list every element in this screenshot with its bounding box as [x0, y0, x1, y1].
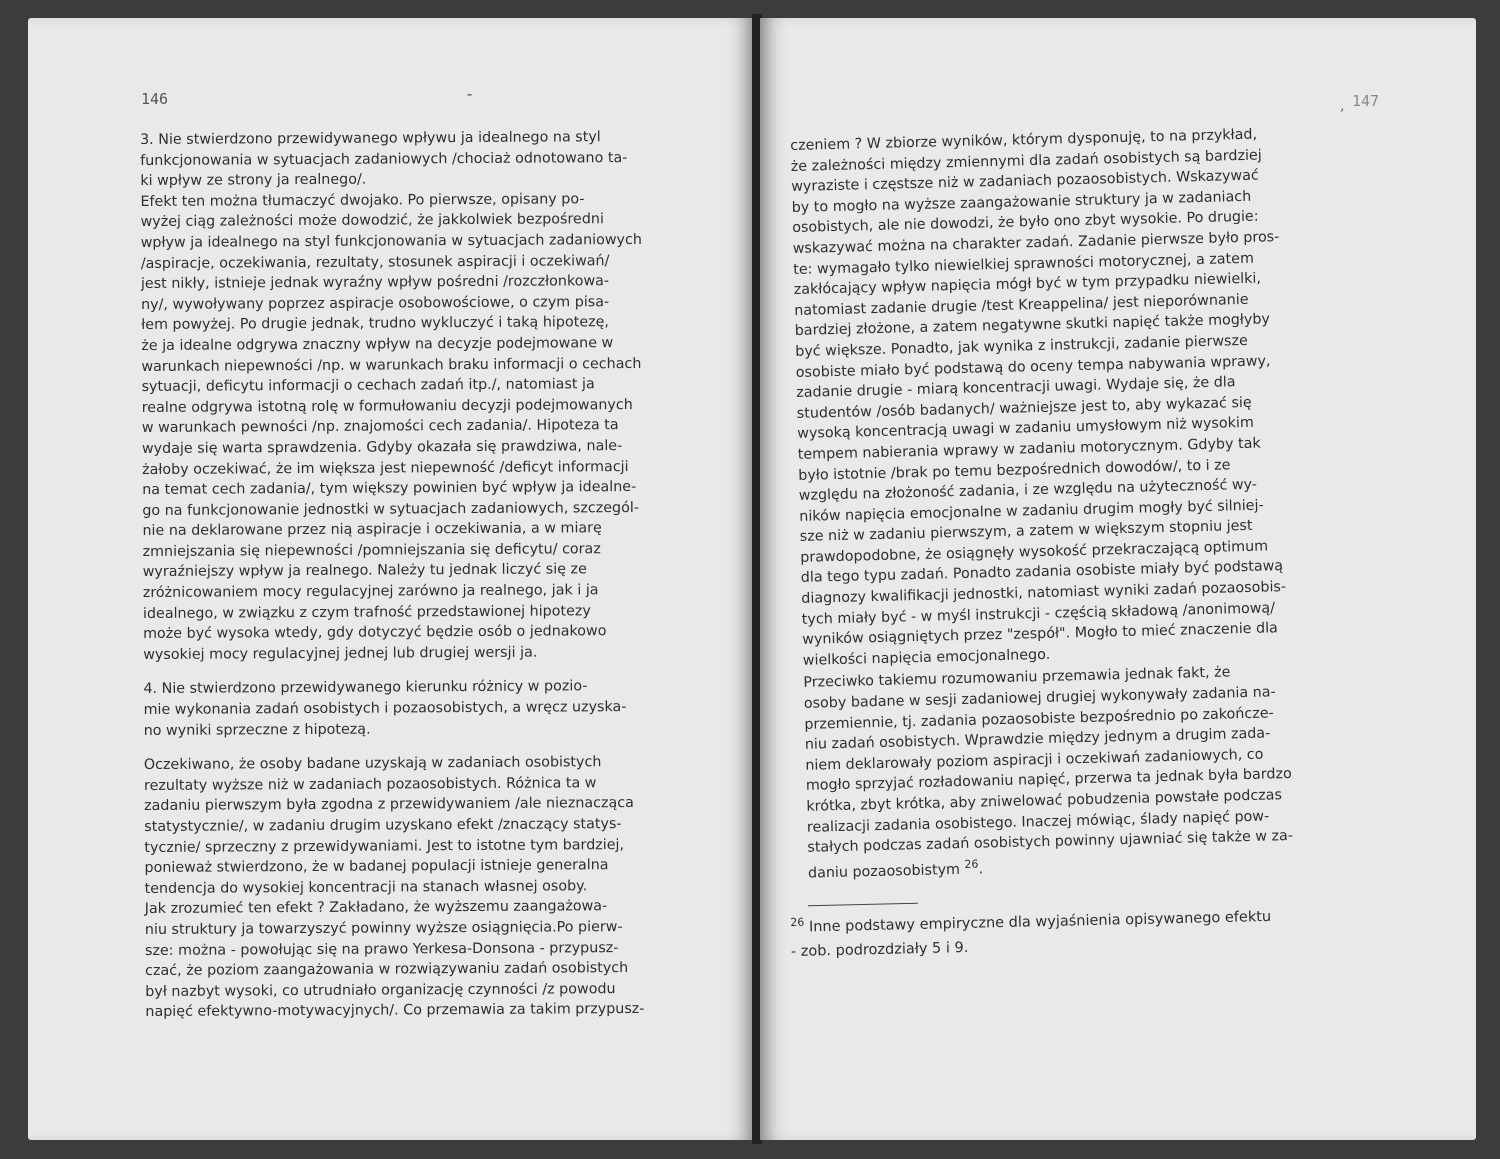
footnote — [790, 897, 1411, 964]
text-line: wyraziste i częstsze niż w zadaniach pozaosobistych. Wskazywać — [791, 167, 1259, 196]
text-line: diagnozy kwalifikacji jednostki, natomiast wyniki zadań pozaosobis- — [801, 579, 1287, 607]
text-line: ki wpływ ze strony ja realnego/. — [140, 171, 367, 190]
text-line: mie wykonania zadań osobistych i pozaosobistych, a wręcz uzyska- — [143, 699, 627, 719]
text-line: Efekt ten można tłumaczyć dwojako. Po pierwsze, opisany po- — [140, 191, 585, 210]
text-line: /aspiracje, oczekiwania, rezultaty, stosunek aspiracji i oczekiwań/ — [140, 252, 610, 272]
footnote-rule — [808, 903, 918, 906]
text-line: bardziej złożone, a zatem negatywne skutki napięć także mogłyby — [794, 311, 1271, 340]
text-line: niu zadań osobistych. Wprawdzie między jednym a drugim zada- — [804, 725, 1271, 754]
text-line: na temat cech zadania/, tym większy powinien być wpływ ja idealne- — [142, 479, 637, 499]
text-line: statystycznie/, w zadaniu drugim uzyskano efekt /znaczący statys- — [144, 816, 622, 835]
footnote-line: $^{26}$ Inne podstawy empiryczne dla wyjaśnienia opisywanego efektu — [790, 908, 1272, 936]
text-line: tych miały być - w myśl instrukcji - częścią składową /anonimową/ — [801, 599, 1276, 628]
text-line: 3. Nie stwierdzono przewidywanego wpływu ja idealnego na styl — [140, 129, 601, 148]
text-line: łem powyżej. Po drugie jednak, trudno wykluczyć i taką hipotezę, — [141, 314, 609, 334]
text-line: czeniem ? W zbiorze wyników, którym dysponuję, to na przykład, — [790, 126, 1258, 154]
text-line: Przeciwko takiemu rozumowaniu przemawia jednak fakt, że — [803, 664, 1231, 692]
text-line: nie na deklarowane przez nią aspiracje i oczekiwania, a w miarę — [142, 520, 602, 540]
paragraph — [143, 676, 753, 742]
right-page — [760, 18, 1476, 1140]
text-line: żałoby oczekiwać, że im większa jest niepewność /deficyt informacji — [142, 458, 629, 478]
text-line: wpływ ja idealnego na styl funkcjonowania w sytuacjach zadaniowych — [140, 231, 642, 251]
text-line: że zależności między zmiennymi dla zadań osobistych są bardziej — [790, 147, 1262, 175]
page-mark: ⁃ — [466, 88, 473, 104]
text-line: jest nikły, istnieje jednak wyraźny wpływ pośredni /rozczłonkowa- — [140, 273, 610, 293]
text-line: napięć efektywno-motywacyjnych/. Co przemawia za takim przypusz- — [145, 1001, 645, 1021]
text-line: w warunkach pewności /np. znajomości cech zadania/. Hipoteza ta — [141, 417, 619, 437]
text-line: Jak zrozumieć ten efekt ? Zakładano, że wyższemu zaangażowa- — [144, 898, 608, 918]
text-line: osoby badane w sesji zadaniowej drugiej wykonywały zadania na- — [803, 684, 1276, 712]
text-line: tempem nabierania wprawy w zadaniu motorycznym. Gdyby tak — [797, 435, 1261, 463]
footnote-reference: 26 — [964, 857, 979, 871]
text-line: ponieważ stwierdzono, że w badanej populacji istnieje generalna — [144, 857, 609, 877]
paragraph — [790, 121, 1423, 671]
text-line: studentów /osób badanych/ ważniejsze jest to, aby wykazać się — [796, 394, 1252, 422]
text-line: by to mogło na wyższe zaangażowanie struktury ja w zadaniach — [791, 188, 1252, 216]
text-line: ny/, wywoływany poprzez aspiracje osobowościowe, o czym pisa- — [141, 293, 610, 313]
right-body-text — [790, 121, 1428, 882]
text-line: funkcjonowania w sytuacjach zadaniowych /chociaż odnotowano ta- — [140, 149, 628, 169]
sentence-end: . — [978, 861, 984, 878]
text-line: wskazywać można na charakter zadań. Zadanie pierwsze było pros- — [792, 229, 1280, 257]
text-line: był nazbyt wysoki, co utrudniało organizację czynności /z powodu — [145, 980, 616, 1000]
text-line: 4. Nie stwierdzono przewidywanego kierunku różnicy w pozio- — [143, 678, 588, 698]
text-line: wyraźniejszy wpływ ja realnego. Należy tu jednak liczyć się ze — [142, 561, 587, 581]
text-line: niem deklarowały poziom aspiracji i oczekiwań zadaniowych, co — [805, 746, 1264, 774]
text-line: tendencja do wysokiej koncentracji na stanach własnej osoby. — [144, 878, 588, 897]
text-line: realizacji zadania osobistego. Inaczej mówiąc, ślady napięć pow- — [806, 808, 1270, 836]
text-line: wysoką koncentracją uwagi w zadaniu umysłowym niż wysokim — [797, 415, 1255, 443]
text-line: wielkości napięcia emocjonalnego. — [802, 646, 1051, 669]
text-line: idealnego, w związku z czym trafność przedstawionej hipotezy — [142, 602, 591, 622]
text-line: rezultaty wyższe niż w zadaniach pozaosobistych. Różnica ta w — [143, 775, 597, 794]
page-number: 147 — [1352, 92, 1380, 110]
left-page — [28, 18, 754, 1140]
text-line: warunkach niepewności /np. w warunkach braku informacji o cechach — [141, 355, 642, 375]
text-line: wydaje się warta sprawdzenia. Gdyby okazała się prawdziwa, nale- — [141, 437, 623, 457]
text-line: przemiennie, tj. zadania pozaosobiste bezpośrednio po zakończe- — [804, 704, 1274, 733]
text-line: osobiste miało być podstawą do oceny tempa nabywania wprawy, — [795, 352, 1271, 381]
text-line: mogło sprzyjać rozładowaniu napięć, przerwa ta jednak była bardzo — [805, 766, 1292, 795]
text-line: tycznie/ sprzeczny z przewidywaniami. Jest to istotne tym bardziej, — [144, 836, 625, 856]
text-line: zróżnicowaniem mocy regulacyjnej zarówno ja realnego, jak i ja — [142, 582, 599, 602]
text-line: zadanie drugie - miarą koncentracji uwagi. Wydaje się, że dla — [796, 374, 1236, 402]
text-line: te: wymagało tylko niewielkiej sprawności motorycznej, a zatem — [793, 250, 1255, 278]
footnote-number: 26 — [790, 915, 805, 929]
text-line: zadaniu pierwszym była zgodna z przewidywaniem /ale nieznacząca — [144, 795, 634, 815]
text-line: krótka, zbyt krótka, aby zniwelować pobudzenia powstałe podczas — [806, 787, 1283, 815]
text-line: zmniejszania się niepewności /pomniejszania się deficytu/ coraz — [142, 541, 601, 560]
text-line: być większe. Ponadto, jak wynika z instrukcji, zadanie pierwsze — [795, 332, 1249, 360]
text-line: czać, że poziom zaangażowania w rozwiązywaniu zadań osobistych — [145, 960, 629, 980]
text-line: go na funkcjonowanie jednostki w sytuacjach zadaniowych, szczegól- — [142, 499, 640, 519]
text-line: sze niż w zadaniu pierwszym, a zatem w większym stopniu jest — [799, 518, 1253, 546]
text-line: względu na złożoność zadania, i ze względu na użyteczność wy- — [798, 476, 1258, 504]
left-body-text — [140, 126, 754, 1023]
text-line: stałych podczas zadań osobistych powinny ujawniać się także w za- — [807, 828, 1294, 856]
footnote-line: - zob. podrozdziały 5 i 9. — [790, 939, 969, 960]
text-line: może być wysoka wtedy, gdy dotyczyć będzie osób o jednakowo — [143, 623, 607, 643]
text-line: prawdopodobne, że osiągnęły wysokość przekraczającą optimum — [800, 538, 1269, 566]
paragraph — [803, 658, 1428, 882]
paragraph — [140, 126, 753, 665]
text-line: zakłócający wpływ napięcia mógł być w tym przypadku niewielki, — [793, 270, 1262, 299]
page-mark: ‚ — [1340, 98, 1345, 114]
text-line: że ja idealne odgrywa znaczny wpływ na decyzje podejmowane w — [141, 335, 614, 354]
text-line: niu struktury ja towarzyszyć powinny wyższe osiągnięcia.Po pierw- — [144, 919, 623, 938]
text-line: realne odgrywa istotną rolę w formułowaniu decyzji podejmowanych — [141, 396, 633, 416]
text-line: sze: można - powołując się na prawo Yerkesa-Donsona - przypusz- — [144, 939, 619, 959]
text-line: wyżej ciąg zależności może dowodzić, że jakkolwiek bezpośredni — [140, 211, 604, 231]
text-line: wysokiej mocy regulacyjnej jednej lub drugiej wersji ja. — [143, 644, 538, 663]
text-line: dla tego typu zadań. Ponadto zadania osobiste miały być podstawą — [800, 558, 1284, 587]
text-line-content: daniu pozaosobistym — [807, 861, 961, 882]
text-line: no wyniki sprzeczne z hipotezą. — [143, 721, 371, 739]
text-line: było istotnie /brak po temu bezpośrednich dowodów/, to i ze — [798, 456, 1231, 484]
text-line: sytuacji, deficytu informacji o cechach zadań itp./, natomiast ja — [141, 376, 595, 396]
page-number: 146 — [141, 90, 169, 108]
paragraph — [144, 751, 754, 1022]
text-line: Oczekiwano, że osoby badane uzyskają w zadaniach osobistych — [143, 754, 602, 774]
text-line: osobistych, ale nie dowodzi, że było ono zbyt wysokie. Po drugie: — [792, 208, 1259, 237]
text-line: ników napięcia emocjonalne w zadaniu drugim mogły być silniej- — [799, 497, 1264, 525]
text-line: natomiast zadanie drugie /test Kreappelina/ jest nieporównanie — [794, 291, 1249, 319]
text-line: wyników osiągniętych przez "zespół". Mogło to mieć znaczenie dla — [802, 620, 1279, 649]
